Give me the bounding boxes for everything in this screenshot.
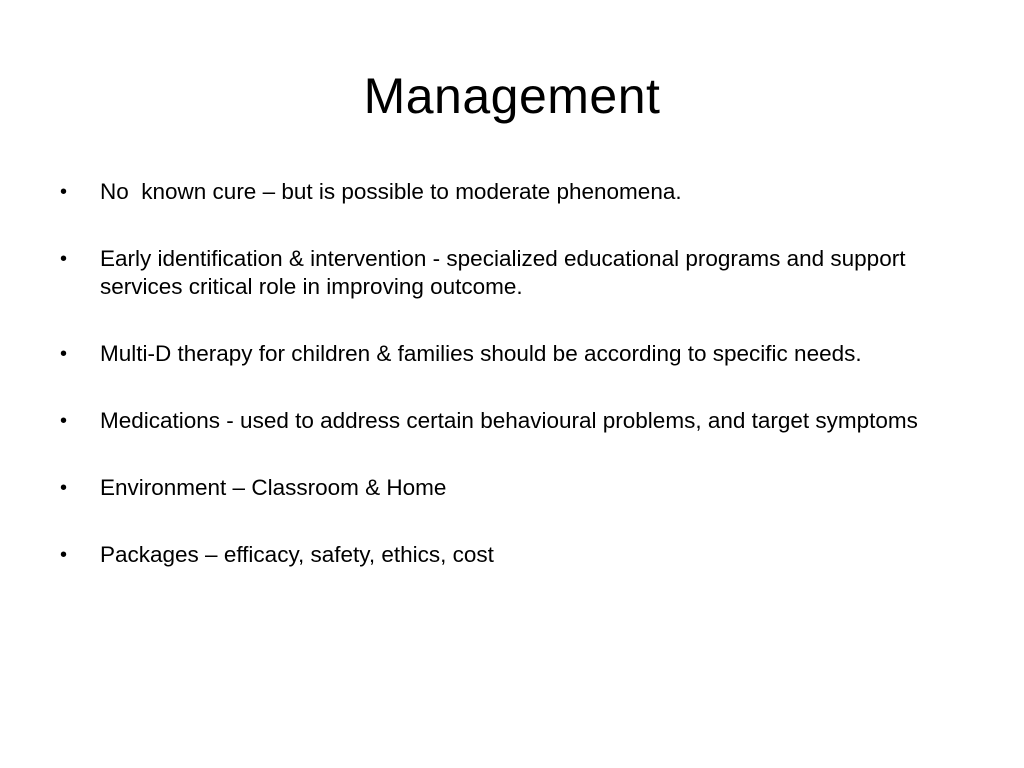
- bullet-item-medications: [58, 407, 958, 435]
- bullet-item-no-known-cure: [58, 178, 958, 206]
- bullet-text: Environment – Classroom & Home: [100, 475, 447, 500]
- bullet-icon: •: [60, 248, 68, 270]
- bullet-text: Medications - used to address certain behavioural problems, and target symptoms: [100, 408, 918, 433]
- bullet-text: Multi-D therapy for children & families should be according to specific needs.: [100, 341, 862, 366]
- bullet-text: Packages – efficacy, safety, ethics, cost: [100, 542, 494, 567]
- bullet-item-early-identification: [58, 245, 958, 301]
- bullet-item-multi-d-therapy: [58, 340, 958, 368]
- bullet-text: No known cure – but is possible to moderate phenomena.: [100, 179, 682, 204]
- bullet-text: Early identification & intervention - specialized educational programs and support services critical role in improving outcome.: [100, 246, 912, 299]
- bullet-icon: •: [60, 477, 68, 499]
- bullet-list: [58, 178, 958, 569]
- bullet-icon: •: [60, 343, 68, 365]
- bullet-item-environment: [58, 474, 958, 502]
- bullet-icon: •: [60, 544, 68, 566]
- bullet-icon: •: [60, 181, 68, 203]
- bullet-icon: •: [60, 410, 68, 432]
- bullet-item-packages: [58, 541, 958, 569]
- slide-title: Management: [363, 68, 661, 124]
